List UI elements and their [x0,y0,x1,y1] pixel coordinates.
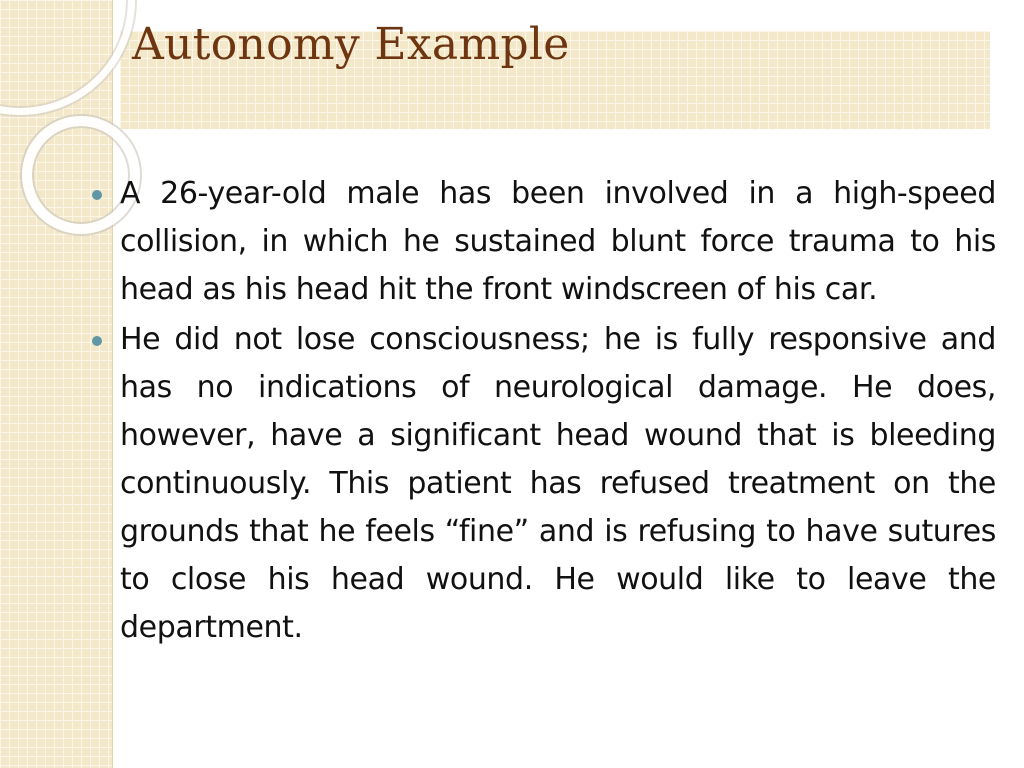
bullet-item [120,316,996,652]
left-decorative-strip [0,0,113,768]
bullet-icon [92,336,102,346]
bullet-text: A 26-year-old male has been involved in a high-speed collision, in which he sustained blunt force trauma to his head as his head hit the front windscreen of his car. [120,176,996,307]
bullet-icon [92,190,102,200]
decorative-ring-large [0,0,135,115]
slide-title: Autonomy Example [132,19,570,70]
bullet-list [120,170,996,654]
bullet-item [120,170,996,314]
bullet-text: He did not lose consciousness; he is fully responsive and has no indications of neurological damage. He does, however, have a significant head wound that is bleeding continuously. This patient has refused treatment on the grounds that he feels “fine” and is refusing to have sutures to close his head wound. He would like to leave the department. [120,322,996,645]
